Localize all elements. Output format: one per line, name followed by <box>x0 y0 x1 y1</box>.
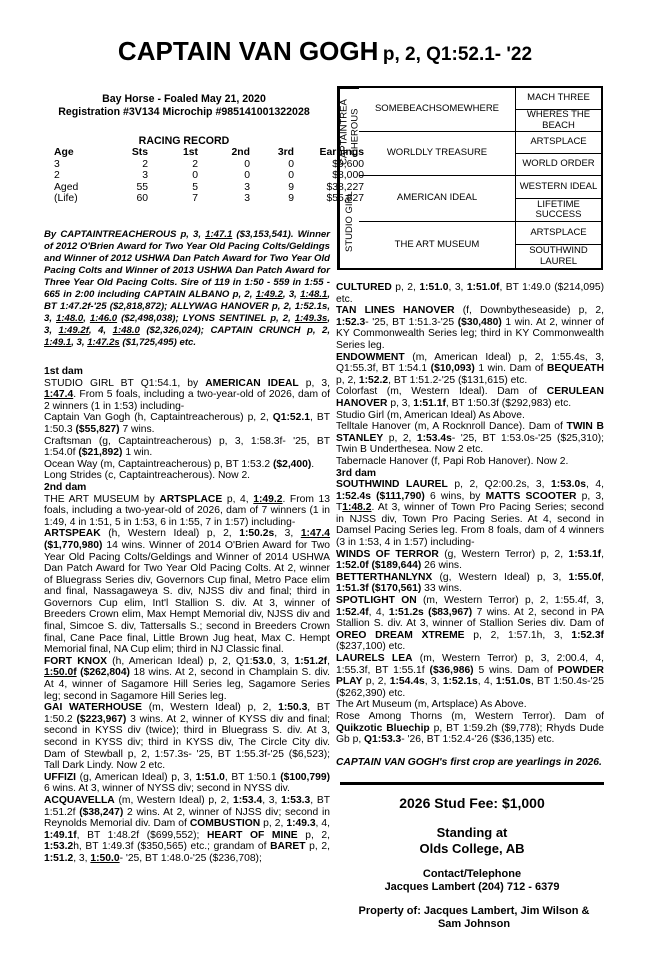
table-cell: 2 <box>54 170 60 181</box>
racing-record-title: RACING RECORD <box>138 135 230 147</box>
table-row <box>54 193 364 205</box>
table-cell: 0 <box>192 170 198 181</box>
standing-location: Olds College, AB <box>419 841 525 856</box>
pedigree-gen3-4: WORLD ORDER <box>516 154 601 176</box>
table-cell: (Life) <box>54 193 78 204</box>
pedigree-gen3-7: ARTSPLACE <box>516 222 601 245</box>
produce-entry: TAN LINES HANOVER (f, Downbytheseaside) p, 2, 1:52.3- '25, BT 1:51.3-'25 ($30,480) 1 win. At 2, winner of KY Commonwealth Series leg; third in KY Commonwealth Series leg. <box>336 305 604 351</box>
column-header: Earnings <box>319 147 364 158</box>
table-cell: 0 <box>288 170 294 181</box>
table-cell: $8,000 <box>332 170 364 181</box>
racing-record-table <box>54 147 364 205</box>
column-header: Sts <box>131 147 148 158</box>
divider <box>340 782 604 785</box>
column-header: 1st <box>182 147 198 158</box>
table-cell: 9 <box>288 181 294 193</box>
racing-record-header <box>54 147 364 159</box>
pedigree-gen3-3: ARTSPLACE <box>516 132 601 154</box>
produce-entry: Studio Girl (m, American Ideal) As Above. <box>336 409 525 421</box>
produce-entry: GAI WATERHOUSE (m, Western Ideal) p, 2, 1:50.3, BT 1:50.2 ($223,967) 3 wins. At 2, winner of KYSS div and final; second in KYSS div (twice); third in Bluegrass S. div. At 3, second in KYSS div; third in KYSS div, The Circle City div. Dam of Stewball p, 2, 1:57.3s- '25, BT 1:55.3f-'25 ($6,523); Tall Dark Lindy. Now 2 etc. <box>44 702 330 772</box>
table-cell: 5 <box>192 181 198 193</box>
produce-entry: Craftsman (g, Captaintreacherous) p, 3, 1:58.3f- '25, BT 1:54.0f ($21,892) 1 win. <box>44 435 330 459</box>
table-cell: 3 <box>244 181 250 193</box>
dam-family-left-column <box>44 366 330 865</box>
contact-label: Contact/Telephone <box>422 868 522 880</box>
table-cell: $55,827 <box>326 193 364 204</box>
pedigree-dam-dam: THE ART MUSEUM <box>359 222 516 268</box>
produce-entry: WINDS OF TERROR (g, Western Terror) p, 2, 1:53.1f, 1:52.0f ($189,644) 26 wins. <box>336 548 604 572</box>
pedigree-gen3-8: SOUTHWIND LAUREL <box>529 245 588 267</box>
produce-entry: Telltale Hanover (m, A Rocknroll Dance). Dam of TWIN B STANLEY p, 2, 1:53.4s- '25, BT 1:53.0s-'25 ($25,310); Twin B Underthesea. Now 2 etc. <box>336 421 604 456</box>
produce-entry: ARTSPEAK (h, Western Ideal) p, 2, 1:50.2s, 3, 1:47.4 ($1,770,980) 14 wins. Winner of 2014 O'Brien Award for Two Year Old Pacing Colts/Geldings and Winner of 2014 USHWA Dan Patch Award for Two Year Old Pacing Colts. At 2, winner of Bluegrass Series div, Governors Cup final, Metro Pace elim and final, Nassagaweya S. div, NJSS div and final; third in Governors Cup elim, Int'l Stallion S. div. At 3, winner of Breeders Crown elim, Max Hempt Memorial div, NJSS div and final, Simcoe S. div, Tattersalls S.; second in Breeders Crown final, Cane Pace final, Little Brown Jug heat, Max C. Hempt Memorial final, NA Cup elim; third in NJ Classic final. <box>44 528 331 656</box>
horse-name: CAPTAIN VAN GOGH <box>117 36 379 66</box>
table-cell: 3 <box>244 193 250 204</box>
produce-entry: LAURELS LEA (m, Western Terror) p, 3, 2:00.4, 4, 1:55.3f, BT 1:55.1f ($36,986) 5 wins. Dam of POWDER PLAY p, 2, 1:54.4s, 3, 1:52.1s, 4, 1:51.0s, BT 1:50.4s-'25 ($262,390) etc. <box>336 653 604 699</box>
pedigree-chart <box>337 86 603 270</box>
column-header: 2nd <box>231 147 250 158</box>
table-cell: 2 <box>192 158 198 170</box>
produce-entry: FORT KNOX (h, American Ideal) p, 2, Q1:53.0, 3, 1:51.2f, 1:50.0f ($262,804) 18 wins. At 2, second in Champlain S. div. At 4, winner of Sagamore Hill Series leg, Sagamore Series leg; second in Sagamore Hill Series leg. <box>44 655 330 702</box>
produce-entry: Ocean Way (m, Captaintreacherous) p, BT 1:53.2 ($2,400). <box>44 458 315 470</box>
pedigree-gen3-2: WHERES THE BEACH <box>516 110 601 132</box>
pedigree-gen3-1: MACH THREE <box>516 88 601 110</box>
third-dam-heading: 3rd dam <box>336 467 377 479</box>
table-row <box>54 159 364 171</box>
table-cell: $9,600 <box>332 158 364 170</box>
produce-entry: Tabernacle Hanover (f, Papi Rob Hanover). Now 2. <box>336 455 569 467</box>
table-cell: 0 <box>244 158 250 170</box>
pedigree-sire: CAPTAINTREA CHEROUS <box>339 88 359 176</box>
contact-phone: Jacques Lambert (204) 712 - 6379 <box>384 881 560 893</box>
table-cell: 7 <box>192 193 198 204</box>
sire-paragraph: By CAPTAINTREACHEROUS p, 3, 1:47.1 ($3,153,541). Winner of 2012 O'Brien Award for Two Year Old Pacing Colts/Geldings and Winner of 2012 USHWA Dan Patch Award for Two Year Old Pacing Colts and Winner of 2013 USHWA Dan Patch Award for Three Year Old Pacing Colts. Sire of 119 in 1:50 - 559 in 1:55 - 665 in 2:00 including CAPTAIN ALBANO p, 2, 1:49.2, 3, 1:48.1, BT 1:47.2f-'25 ($2,818,872); ALLYWAG HANOVER p, 2, 1:52.1s, 3, 1:48.0, 1:46.0 ($2,498,038); LYONS SENTINEL p, 2, 1:49.3s, 3, 1:49.2f, 4, 1:48.0 ($2,326,024); CAPTAIN CRUNCH p, 2, 1:49.1, 3, 1:47.2s ($1,725,495) etc. <box>44 229 331 348</box>
table-cell: 3 <box>142 170 148 181</box>
ownership: Property of: Jacques Lambert, Jim Wilson & Sam Johnson <box>358 905 590 930</box>
foaling-line: Bay Horse - Foaled May 21, 2020 <box>102 93 266 105</box>
table-cell: Aged <box>54 181 79 193</box>
pedigree-dam: STUDIO GIRL <box>339 176 359 268</box>
dam-family-right-column <box>336 282 604 768</box>
first-crop-note: CAPTAIN VAN GOGH's first crop are yearlings in 2026. <box>336 756 602 768</box>
table-row <box>54 170 364 182</box>
second-dam-entry: THE ART MUSEUM by ARTSPLACE p, 4, 1:49.2. From 13 foals, including a two-year-old of 2026, dam of 7 winners (1 in 1:49, 4 in 1:51, 5 in 1:53, 6 in 1:55, 7 in 1:57) including- <box>44 493 330 528</box>
table-cell: 9 <box>288 193 294 204</box>
table-row <box>54 182 364 194</box>
produce-entry: Colorfast (m, Western Ideal). Dam of CERULEAN HANOVER p, 3, 1:51.1f, BT 1:50.3f ($292,983) etc. <box>336 386 604 409</box>
column-header: 3rd <box>277 147 294 158</box>
table-cell: 0 <box>244 170 250 181</box>
standing-label: Standing at <box>436 825 508 840</box>
first-dam-entry: STUDIO GIRL BT Q1:54.1, by AMERICAN IDEAL p, 3, 1:47.4. From 5 foals, including a two-year-old of 2026, dam of 2 winners (1 in 1:53) including- <box>44 377 330 412</box>
pedigree-dam-sire: AMERICAN IDEAL <box>359 176 516 222</box>
first-dam-heading: 1st dam <box>44 366 83 377</box>
table-cell: 60 <box>136 193 148 204</box>
column-header: Age <box>54 147 74 158</box>
produce-entry: BETTERTHANLYNX (g, Western Ideal) p, 3, 1:55.0f, 1:51.3f ($170,561) 33 wins. <box>336 571 604 595</box>
produce-entry: Captain Van Gogh (h, Captaintreacherous) p, 2, Q1:52.1, BT 1:50.3 ($55,827) 7 wins. <box>44 412 330 435</box>
second-dam-heading: 2nd dam <box>44 481 87 493</box>
table-cell: 55 <box>136 181 148 193</box>
produce-entry: SPOTLIGHT ON (m, Western Terror) p, 2, 1:55.4f, 3, 1:52.4f, 4, 1:51.2s ($83,967) 7 wins. At 2, second in PA Stallion S. div. At 3, winner of Stallion Series div. Dam of OREO DREAM XTREME p, 2, 1:57.1h, 3, 1:52.3f ($237,100) etc. <box>336 595 604 653</box>
produce-entry: The Art Museum (m, Artsplace) As Above. <box>336 699 527 711</box>
table-cell: 0 <box>288 158 294 170</box>
produce-entry: Long Strides (c, Captaintreacherous). Now 2. <box>44 470 251 482</box>
table-cell: 3 <box>54 158 60 170</box>
pedigree-sire-dam: WORLDLY TREASURE <box>359 132 516 176</box>
table-cell: $38,227 <box>326 181 364 193</box>
produce-entry: UFFIZI (g, American Ideal) p, 3, 1:51.0, BT 1:50.1 ($100,799) 6 wins. At 3, winner of NYSS div; second in NYSS div. <box>44 771 330 795</box>
stud-fee: 2026 Stud Fee: $1,000 <box>399 795 545 811</box>
pedigree-gen3-6: LIFETIME SUCCESS <box>516 199 601 222</box>
produce-entry: CULTURED p, 2, 1:51.0, 3, 1:51.0f, BT 1:49.0 ($214,095) etc. <box>336 282 604 305</box>
pedigree-gen3-5: WESTERN IDEAL <box>516 176 601 199</box>
table-cell: 2 <box>142 158 148 170</box>
produce-entry: ACQUAVELLA (m, Western Ideal) p, 2, 1:53.4, 3, 1:53.3, BT 1:51.2f ($38,247) 2 wins. At 2, winner of NJSS div; second in Reynolds Memorial div. Dam of COMBUSTION p, 2, 1:49.3, 4, 1:49.1f, BT 1:48.2f ($699,552); HEART OF MINE p, 2, 1:53.2h, BT 1:49.3f ($350,565) etc.; grandam of BARET p, 2, 1:51.2, 3, 1:50.0- '25, BT 1:48.0-'25 ($236,708); <box>44 794 330 864</box>
registration-line: Registration #3V134 Microchip #985141001322028 <box>58 106 310 118</box>
page-title <box>0 36 650 67</box>
pedigree-sire-sire: SOMEBEACHSOMEWHERE <box>359 88 516 132</box>
third-dam-entry: SOUTHWIND LAUREL p, 2, Q2:00.2s, 3, 1:53.0s, 4, 1:52.4s ($111,790) 6 wins, by MATTS SCOOTER p, 3, T1:48.2. At 3, winner of Town Pro Pacing Series; second in NJSS div, Town Pro Pacing Series. At 4, second in Damsel Pacing Series leg. From 8 foals, dam of 4 winners (3 in 1:53, 4 in 1:57) including- <box>336 479 604 549</box>
produce-entry: ENDOWMENT (m, American Ideal) p, 2, 1:55.4s, 3, Q1:55.3f, BT 1:54.1 ($10,093) 1 win. Dam of BEQUEATH p, 2, 1:52.2, BT 1:51.2-'25 ($131,615) etc. <box>336 351 604 386</box>
horse-record-summary: p, 2, Q1:52.1- '22 <box>382 44 533 65</box>
produce-entry: Rose Among Thorns (m, Western Terror). Dam of Quikzotic Bluechip p, BT 1:59.2h ($9,778); Rhyds Dude Gb p, Q1:53.3- '26, BT 1:52.4-'26 ($36,135) etc. <box>336 710 604 746</box>
